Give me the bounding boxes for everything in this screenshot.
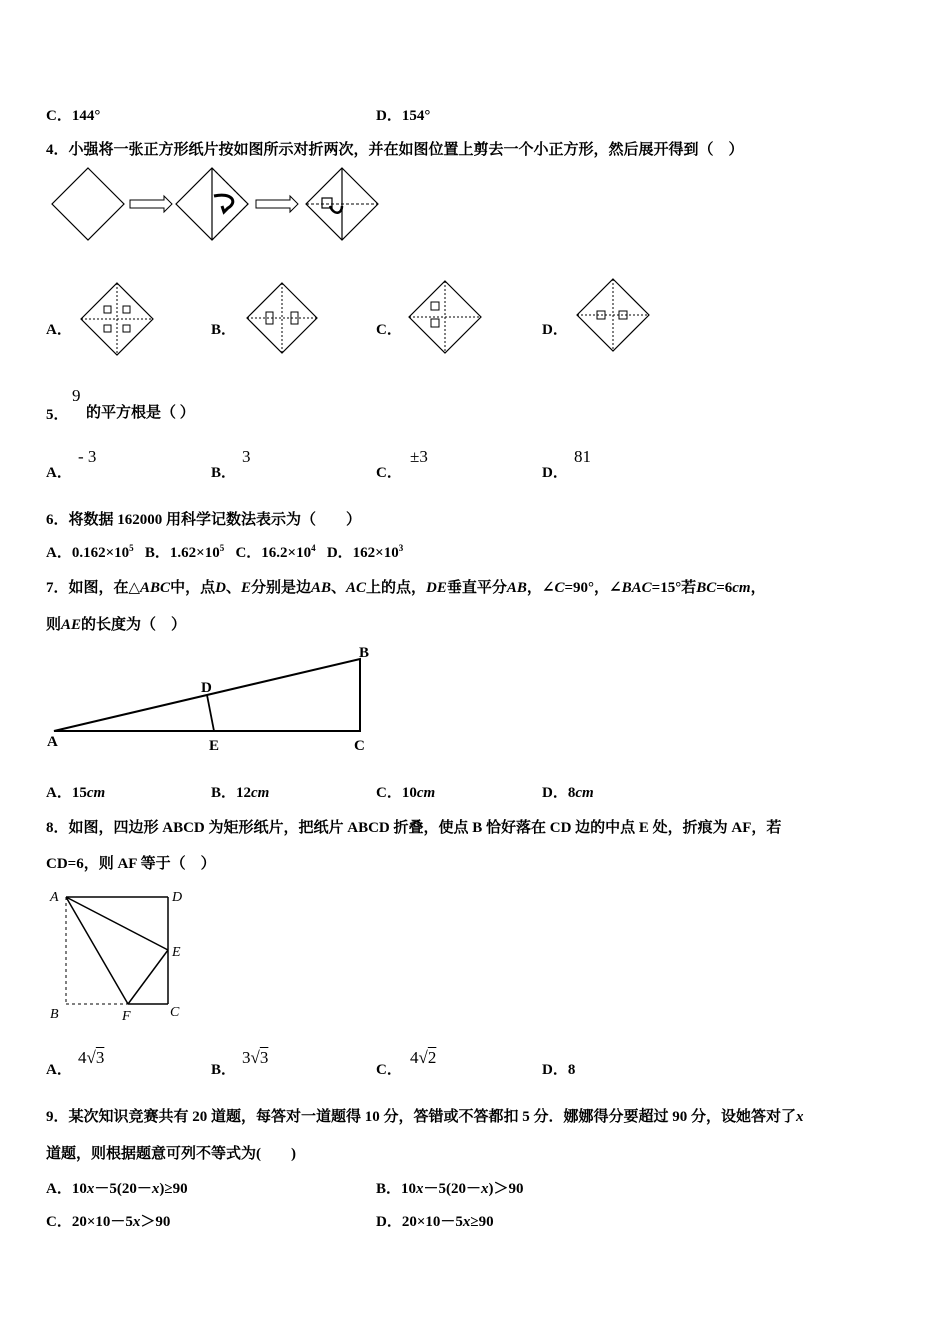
q8-option-c-label: C． — [376, 1062, 402, 1078]
q6-option-b: B．1.62×10 — [144, 545, 220, 561]
q3-option-c: C．144° — [46, 108, 101, 124]
q8-label-e: E — [172, 945, 181, 960]
q8-rectangle-figure — [44, 884, 204, 1024]
q5-option-d-label: D． — [542, 465, 568, 481]
q8-option-a-value: 4√3 — [78, 1048, 105, 1067]
q8-option-a-label: A． — [46, 1062, 72, 1078]
q4-option-a-label: A． — [46, 322, 72, 338]
q9-option-c: C．20×10－5x＞90 — [46, 1214, 171, 1230]
q4-option-b-figure — [244, 280, 320, 356]
q7-label-c: C — [354, 738, 365, 754]
q7-label-a: A — [47, 734, 58, 750]
q7-option-a: A．15cm — [46, 785, 106, 801]
q5-option-c-label: C． — [376, 465, 402, 481]
q6-option-c: C．16.2×10 — [235, 545, 312, 561]
q4-option-d-label: D． — [542, 322, 568, 338]
q5-option-c-value: ±3 — [410, 447, 428, 466]
q7-stem-line1: 7．如图，在△ABC中，点D、E分别是边AB、AC上的点，DE垂直平分AB，∠C=90°，∠BAC=15°若BC=6cm， — [46, 580, 766, 596]
q4-option-d-figure — [574, 276, 652, 354]
q6-option-d: D．162×10 — [326, 545, 399, 561]
q9-option-d: D．20×10－5x≥90 — [376, 1214, 494, 1230]
q4-fold-arrow-2 — [330, 206, 342, 213]
q9-stem-line2: 道题，则根据题意可列不等式为( ) — [46, 1146, 296, 1162]
q6-option-a-exp: 5 — [129, 543, 134, 553]
q7-triangle-figure — [44, 642, 380, 757]
q8-option-b-value: 3√3 — [242, 1048, 269, 1067]
q8-label-a: A — [50, 890, 59, 905]
q8-option-b-label: B． — [211, 1062, 237, 1078]
q6-option-c-exp: 4 — [311, 543, 316, 553]
q9-stem-line1: 9．某次知识竞赛共有 20 道题，每答对一道题得 10 分，答错或不答都扣 5 分．娜娜得分要超过 90 分，设她答对了x — [46, 1109, 804, 1125]
q5-option-d-value: 81 — [574, 447, 591, 466]
q5-radicand: 9 — [72, 386, 81, 405]
q8-stem-line2: CD=6，则 AF 等于（ ） — [46, 856, 216, 872]
q4-stem: 4．小强将一张正方形纸片按如图所示对折两次，并在如图位置上剪去一个小正方形，然后展开得到（ ） — [46, 142, 744, 158]
q8-segment-fe — [128, 950, 168, 1004]
q4-option-c-figure — [406, 278, 484, 356]
q7-option-d: D．8cm — [542, 785, 594, 801]
q4-option-a-figure — [78, 280, 156, 358]
q8-option-d: D．8 — [542, 1062, 576, 1078]
q8-option-c-value: 4√2 — [410, 1048, 437, 1067]
q8-label-b: B — [50, 1007, 59, 1022]
q7-stem-line2: 则AE的长度为（ ） — [46, 617, 187, 633]
q4-option-c-label: C． — [376, 322, 402, 338]
q5-option-a-label: A． — [46, 465, 72, 481]
q7-label-b: B — [359, 645, 370, 661]
q8-label-c: C — [170, 1005, 180, 1020]
q6-options — [46, 541, 403, 562]
q8-label-d: D — [172, 890, 183, 905]
q6-option-d-exp: 3 — [398, 543, 404, 553]
q6-stem: 6．将数据 162000 用科学记数法表示为（ ） — [46, 512, 362, 528]
q4-fold-figure — [46, 162, 391, 244]
q5-number: 5． — [46, 407, 69, 423]
q4-arrow-2 — [256, 196, 298, 212]
q6-option-a: A．0.162×10 — [46, 545, 130, 561]
q7-option-c: C．10cm — [376, 785, 436, 801]
q8-stem-line1: 8．如图，四边形 ABCD 为矩形纸片，把纸片 ABCD 折叠，使点 B 恰好落在 CD 边的中点 E 处，折痕为 AF，若 — [46, 820, 782, 836]
q9-option-b: B．10x－5(20－x)＞90 — [376, 1181, 524, 1197]
q5-option-a-value: - 3 — [78, 447, 97, 466]
q5-stem: 的平方根是（ ） — [86, 405, 195, 421]
q7-label-e: E — [209, 738, 220, 754]
q3-option-d: D．154° — [376, 108, 431, 124]
q4-square-1 — [52, 168, 124, 240]
q4-option-b-label: B． — [211, 322, 237, 338]
q5-option-b-value: 3 — [242, 447, 251, 466]
q5-option-b-label: B． — [211, 465, 237, 481]
q4-fold-arrow-1 — [214, 195, 233, 212]
q8-label-f: F — [122, 1009, 131, 1024]
q7-option-b: B．12cm — [211, 785, 270, 801]
q9-option-a: A．10x－5(20－x)≥90 — [46, 1181, 188, 1197]
q7-segment-de — [207, 695, 214, 731]
q7-label-d: D — [201, 680, 212, 696]
q4-arrow-1 — [130, 196, 172, 212]
q6-option-b-exp: 5 — [219, 543, 225, 553]
